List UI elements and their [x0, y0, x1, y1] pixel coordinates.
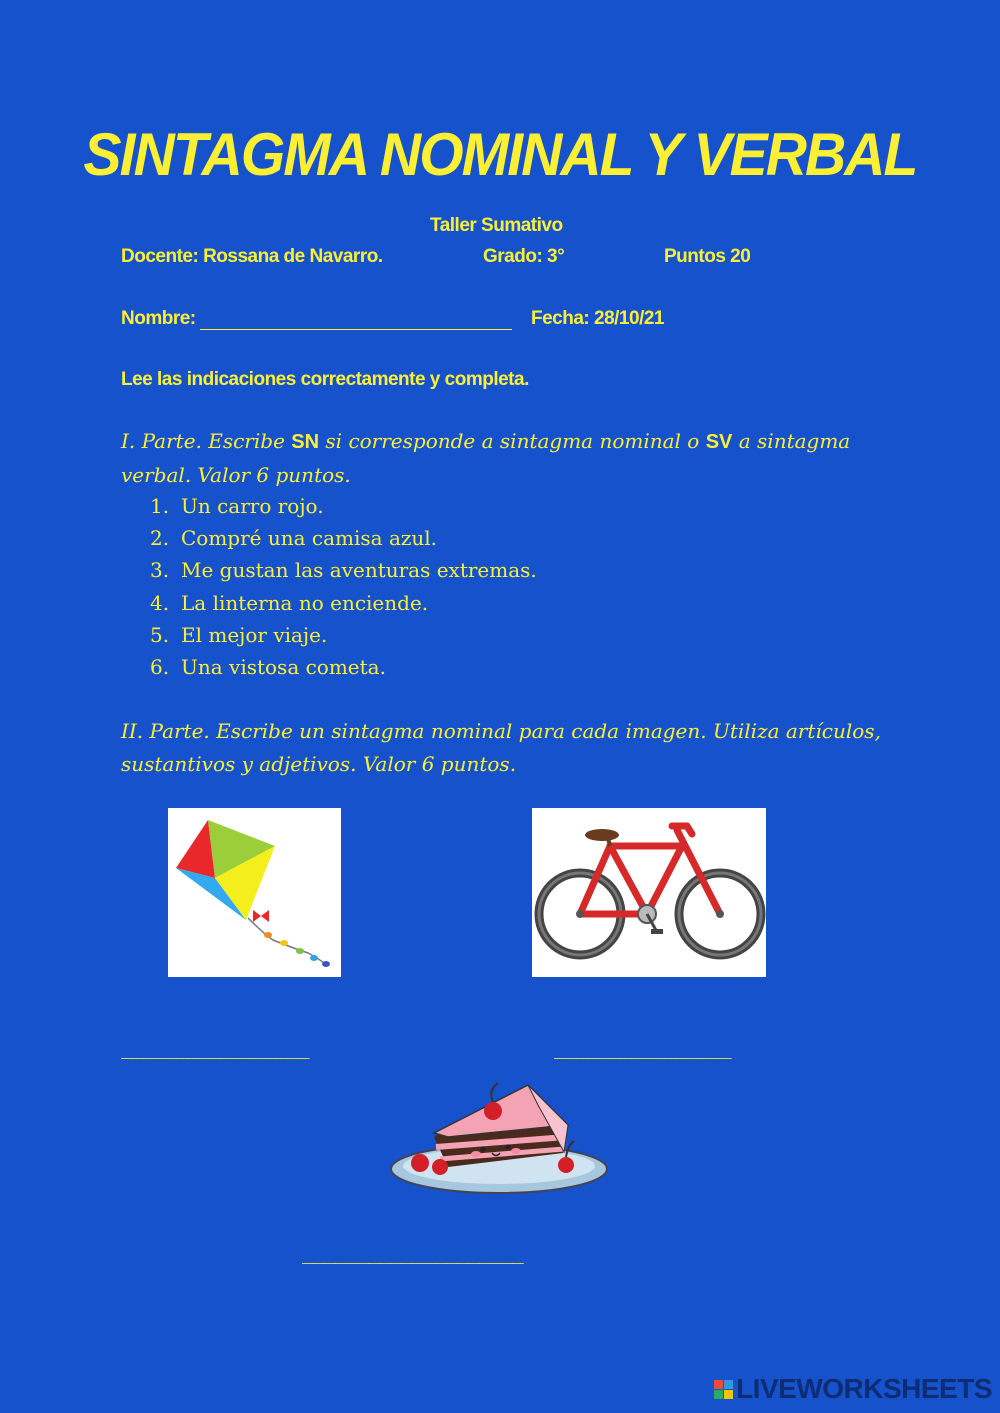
list-item: 2. Compré una camisa azul.	[150, 526, 438, 551]
name-field[interactable]	[200, 311, 512, 330]
list-item: 3. Me gustan las aventuras extremas.	[150, 558, 537, 583]
list-item: 5. El mejor viaje.	[150, 622, 328, 647]
list-item: 4. La linterna no enciende.	[150, 590, 429, 615]
sn-abbrev: SN	[291, 431, 320, 453]
points-label: Puntos 20	[664, 246, 751, 267]
logo-icon	[714, 1380, 733, 1399]
list-item: 1. Un carro rojo.	[150, 494, 324, 518]
teacher-label: Docente: Rossana de Navarro.	[121, 246, 383, 267]
list-item: 6. Una vistosa cometa.	[150, 655, 386, 680]
answer-line-cake[interactable]: ____________________	[302, 1240, 523, 1264]
worksheet-title: SINTAGMA NOMINAL Y VERBAL	[83, 121, 917, 188]
name-row	[121, 308, 512, 330]
date-label: Fecha: 28/10/21	[531, 308, 664, 329]
name-label: Nombre:	[121, 308, 196, 329]
part1-list	[150, 490, 537, 683]
part2-intro: II. Parte. Escribe un sintagma nominal para cada imagen. Utiliza artículos, sustantivos y adjetivos. Valor 6 puntos.	[121, 719, 881, 776]
kite-image	[168, 808, 341, 977]
worksheet-subtitle: Taller Sumativo	[430, 215, 563, 236]
sv-abbrev: SV	[705, 431, 733, 453]
bicycle-image	[532, 808, 766, 977]
cake-image	[388, 1075, 610, 1200]
instruction-text: Lee las indicaciones correctamente y completa.	[121, 369, 529, 390]
part1-intro: I. Parte. Escribe SN si corresponde a sintagma nominal o SV a sintagma verbal. Valor 6 puntos.	[121, 429, 851, 487]
answer-line-bicycle[interactable]: ________________	[554, 1035, 731, 1059]
grade-label: Grado: 3°	[483, 246, 565, 267]
answer-line-kite[interactable]: _________________	[121, 1035, 309, 1059]
liveworksheets-logo: LIVEWORKSHEETS	[714, 1373, 992, 1405]
